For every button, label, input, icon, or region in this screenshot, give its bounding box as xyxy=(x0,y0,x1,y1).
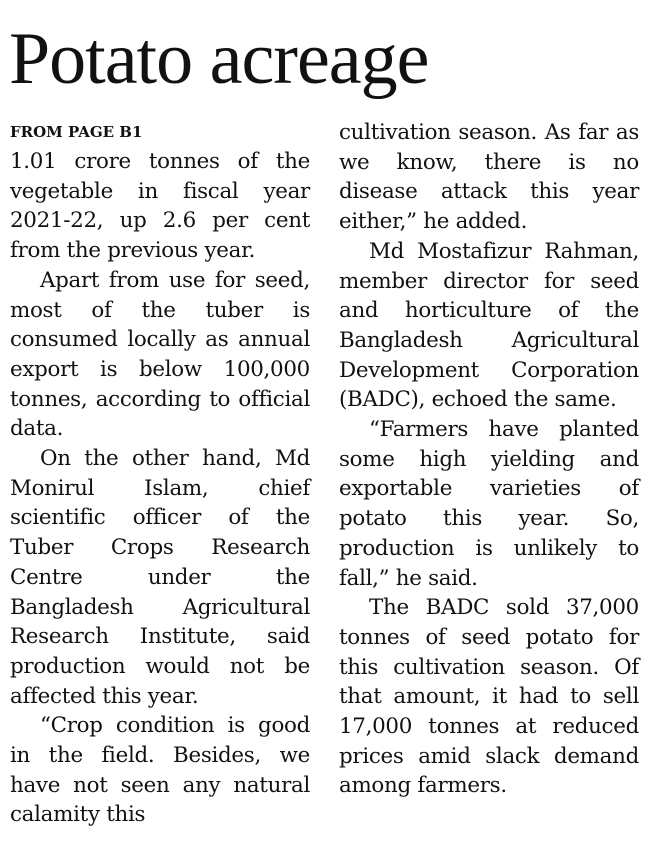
paragraph: On the other hand, Md Monirul Islam, chief scientific officer of the Tuber Crops Research Centre under the Bangladesh Agricultural Research Institute, said production would not be affected this year. xyxy=(10,446,310,709)
left-column xyxy=(10,118,310,830)
paragraph: Apart from use for seed, most of the tuber is consumed locally as annual export is below 100,000 tonnes, according to official data. xyxy=(10,267,310,442)
right-column xyxy=(339,118,639,801)
paragraph: “Crop condition is good in the field. Besides, we have not seen any natural calamity this xyxy=(10,713,310,828)
paragraph: The BADC sold 37,000 tonnes of seed potato for this cultivation season. Of that amount, it had to sell 17,000 tonnes at reduced prices amid slack demand among farmers. xyxy=(339,595,639,799)
jump-line: FROM PAGE B1 xyxy=(10,123,143,141)
paragraph: 1.01 crore tonnes of the vegetable in fiscal year 2021-22, up 2.6 per cent from the previous year. xyxy=(10,149,310,264)
headline: Potato acreage xyxy=(9,18,429,100)
paragraph: cultivation season. As far as we know, there is no disease attack this year either,” he added. xyxy=(339,120,639,235)
paragraph: “Farmers have planted some high yielding and exportable varieties of potato this year. So, production is unlikely to fall,” he said. xyxy=(339,417,639,591)
paragraph: Md Mostafizur Rahman, member director for seed and horticulture of the Bangladesh Agricultural Development Corporation (BADC), echoed the same. xyxy=(339,238,639,413)
